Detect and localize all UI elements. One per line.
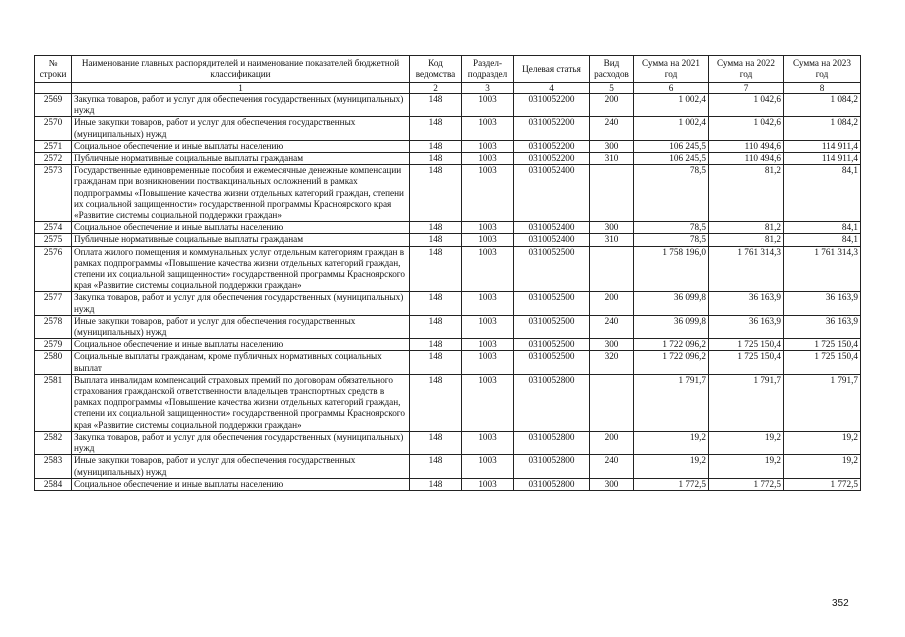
target-article-cell: 0310052500 <box>514 339 590 351</box>
name-cell: Закупка товаров, работ и услуг для обеспечения государственных (муниципальных) нужд <box>72 431 410 454</box>
table-row <box>35 165 861 222</box>
row-number-cell: 2572 <box>35 153 72 165</box>
table-row <box>35 339 861 351</box>
target-article-cell: 0310052800 <box>514 455 590 478</box>
row-number-cell: 2575 <box>35 234 72 246</box>
department-code-cell: 148 <box>410 478 462 490</box>
column-number: 5 <box>590 83 634 94</box>
target-article-cell: 0310052500 <box>514 292 590 315</box>
table-body <box>35 94 861 491</box>
section-cell: 1003 <box>462 153 514 165</box>
department-code-cell: 148 <box>410 153 462 165</box>
column-number: 4 <box>514 83 590 94</box>
table-row <box>35 153 861 165</box>
name-cell: Социальное обеспечение и иные выплаты населению <box>72 140 410 152</box>
section-cell: 1003 <box>462 222 514 234</box>
column-number: 2 <box>410 83 462 94</box>
name-cell: Социальное обеспечение и иные выплаты населению <box>72 222 410 234</box>
sum-2022-cell: 81,2 <box>709 165 784 222</box>
section-cell: 1003 <box>462 351 514 374</box>
row-number-cell: 2580 <box>35 351 72 374</box>
header-name: Наименование главных распорядителей и наименование показателей бюджетной классификации <box>72 56 410 83</box>
sum-2021-cell: 19,2 <box>634 431 709 454</box>
header-section: Раздел-подраздел <box>462 56 514 83</box>
sum-2023-cell: 1 772,5 <box>784 478 861 490</box>
department-code-cell: 148 <box>410 246 462 292</box>
sum-2023-cell: 1 084,2 <box>784 94 861 117</box>
department-code-cell: 148 <box>410 117 462 140</box>
section-cell: 1003 <box>462 246 514 292</box>
target-article-cell: 0310052200 <box>514 117 590 140</box>
name-cell: Государственные единовременные пособия и ежемесячные денежные компенсации гражданам при возникновении поствакцинальных осложнений в рамках подпрограммы «Повышение качества жизни отдельных категорий граждан, степени их социальной защищенности» государственной программы Красноярского края «Развитие системы социальной поддержки граждан» <box>72 165 410 222</box>
expense-type-cell <box>590 246 634 292</box>
expense-type-cell: 200 <box>590 94 634 117</box>
column-number: 3 <box>462 83 514 94</box>
sum-2023-cell: 1 725 150,4 <box>784 351 861 374</box>
table-row <box>35 234 861 246</box>
section-cell: 1003 <box>462 339 514 351</box>
header-row-number: № строки <box>35 56 72 83</box>
expense-type-cell <box>590 165 634 222</box>
sum-2021-cell: 78,5 <box>634 234 709 246</box>
section-cell: 1003 <box>462 315 514 338</box>
sum-2023-cell: 1 725 150,4 <box>784 339 861 351</box>
sum-2023-cell: 19,2 <box>784 431 861 454</box>
column-number <box>35 83 72 94</box>
expense-type-cell: 200 <box>590 431 634 454</box>
sum-2021-cell: 19,2 <box>634 455 709 478</box>
table-row <box>35 455 861 478</box>
sum-2021-cell: 78,5 <box>634 222 709 234</box>
section-cell: 1003 <box>462 165 514 222</box>
header-target-article: Целевая статья <box>514 56 590 83</box>
target-article-cell: 0310052800 <box>514 478 590 490</box>
column-number: 6 <box>634 83 709 94</box>
row-number-cell: 2584 <box>35 478 72 490</box>
sum-2022-cell: 1 042,6 <box>709 117 784 140</box>
target-article-cell: 0310052200 <box>514 153 590 165</box>
row-number-cell: 2576 <box>35 246 72 292</box>
sum-2022-cell: 1 761 314,3 <box>709 246 784 292</box>
department-code-cell: 148 <box>410 431 462 454</box>
table-row <box>35 140 861 152</box>
row-number-cell: 2570 <box>35 117 72 140</box>
section-cell: 1003 <box>462 140 514 152</box>
name-cell: Публичные нормативные социальные выплаты гражданам <box>72 153 410 165</box>
sum-2022-cell: 81,2 <box>709 222 784 234</box>
department-code-cell: 148 <box>410 374 462 431</box>
sum-2022-cell: 36 163,9 <box>709 315 784 338</box>
expense-type-cell: 240 <box>590 315 634 338</box>
sum-2021-cell: 36 099,8 <box>634 292 709 315</box>
target-article-cell: 0310052500 <box>514 315 590 338</box>
row-number-cell: 2583 <box>35 455 72 478</box>
department-code-cell: 148 <box>410 339 462 351</box>
target-article-cell: 0310052800 <box>514 374 590 431</box>
page-number: 352 <box>832 598 849 609</box>
column-number: 8 <box>784 83 861 94</box>
column-number: 7 <box>709 83 784 94</box>
sum-2021-cell: 106 245,5 <box>634 140 709 152</box>
name-cell: Социальное обеспечение и иные выплаты населению <box>72 339 410 351</box>
row-number-cell: 2578 <box>35 315 72 338</box>
column-number: 1 <box>72 83 410 94</box>
table-row <box>35 478 861 490</box>
sum-2022-cell: 1 042,6 <box>709 94 784 117</box>
sum-2022-cell: 1 725 150,4 <box>709 351 784 374</box>
expense-type-cell: 240 <box>590 455 634 478</box>
department-code-cell: 148 <box>410 165 462 222</box>
header-code: Код ведомства <box>410 56 462 83</box>
sum-2023-cell: 36 163,9 <box>784 315 861 338</box>
table-row <box>35 431 861 454</box>
name-cell: Социальное обеспечение и иные выплаты населению <box>72 478 410 490</box>
expense-type-cell: 240 <box>590 117 634 140</box>
table-row <box>35 374 861 431</box>
target-article-cell: 0310052400 <box>514 234 590 246</box>
sum-2023-cell: 19,2 <box>784 455 861 478</box>
table-row <box>35 292 861 315</box>
expense-type-cell: 200 <box>590 292 634 315</box>
sum-2022-cell: 1 725 150,4 <box>709 339 784 351</box>
row-number-cell: 2579 <box>35 339 72 351</box>
header-sum-2022: Сумма на 2022 год <box>709 56 784 83</box>
department-code-cell: 148 <box>410 351 462 374</box>
sum-2022-cell: 1 772,5 <box>709 478 784 490</box>
section-cell: 1003 <box>462 117 514 140</box>
header-sum-2021: Сумма на 2021 год <box>634 56 709 83</box>
budget-table <box>34 55 861 491</box>
sum-2021-cell: 106 245,5 <box>634 153 709 165</box>
sum-2021-cell: 1 722 096,2 <box>634 351 709 374</box>
sum-2023-cell: 1 084,2 <box>784 117 861 140</box>
sum-2021-cell: 1 772,5 <box>634 478 709 490</box>
expense-type-cell: 300 <box>590 478 634 490</box>
table-row <box>35 246 861 292</box>
section-cell: 1003 <box>462 94 514 117</box>
row-number-cell: 2574 <box>35 222 72 234</box>
header-sum-2023: Сумма на 2023 год <box>784 56 861 83</box>
sum-2021-cell: 1 722 096,2 <box>634 339 709 351</box>
department-code-cell: 148 <box>410 455 462 478</box>
sum-2022-cell: 110 494,6 <box>709 153 784 165</box>
row-number-cell: 2569 <box>35 94 72 117</box>
name-cell: Закупка товаров, работ и услуг для обеспечения государственных (муниципальных) нужд <box>72 292 410 315</box>
table-row <box>35 117 861 140</box>
sum-2023-cell: 114 911,4 <box>784 153 861 165</box>
sum-2022-cell: 19,2 <box>709 431 784 454</box>
target-article-cell: 0310052400 <box>514 222 590 234</box>
department-code-cell: 148 <box>410 292 462 315</box>
sum-2022-cell: 36 163,9 <box>709 292 784 315</box>
sum-2021-cell: 78,5 <box>634 165 709 222</box>
row-number-cell: 2571 <box>35 140 72 152</box>
target-article-cell: 0310052200 <box>514 94 590 117</box>
name-cell: Закупка товаров, работ и услуг для обеспечения государственных (муниципальных) нужд <box>72 94 410 117</box>
name-cell: Публичные нормативные социальные выплаты гражданам <box>72 234 410 246</box>
row-number-cell: 2582 <box>35 431 72 454</box>
sum-2021-cell: 36 099,8 <box>634 315 709 338</box>
sum-2023-cell: 84,1 <box>784 165 861 222</box>
target-article-cell: 0310052500 <box>514 246 590 292</box>
name-cell: Социальные выплаты гражданам, кроме публичных нормативных социальных выплат <box>72 351 410 374</box>
sum-2021-cell: 1 002,4 <box>634 117 709 140</box>
name-cell: Оплата жилого помещения и коммунальных услуг отдельным категориям граждан в рамках подпрограммы «Повышение качества жизни отдельных категорий граждан, степени их социальной защищенности» государственной программы Красноярского края «Развитие системы социальной поддержки граждан» <box>72 246 410 292</box>
sum-2021-cell: 1 791,7 <box>634 374 709 431</box>
sum-2023-cell: 1 761 314,3 <box>784 246 861 292</box>
target-article-cell: 0310052400 <box>514 165 590 222</box>
sum-2023-cell: 84,1 <box>784 222 861 234</box>
sum-2022-cell: 1 791,7 <box>709 374 784 431</box>
sum-2023-cell: 84,1 <box>784 234 861 246</box>
header-expense-type: Вид расходов <box>590 56 634 83</box>
department-code-cell: 148 <box>410 222 462 234</box>
section-cell: 1003 <box>462 374 514 431</box>
row-number-cell: 2573 <box>35 165 72 222</box>
department-code-cell: 148 <box>410 234 462 246</box>
name-cell: Выплата инвалидам компенсаций страховых премий по договорам обязательного страхования гражданской ответственности владельцев транспортных средств в рамках подпрограммы «Повышение качества жизни отдельных категорий граждан, степени их социальной защищенности» государственной программы Красноярского края «Развитие системы социальной поддержки граждан» <box>72 374 410 431</box>
section-cell: 1003 <box>462 478 514 490</box>
department-code-cell: 148 <box>410 140 462 152</box>
sum-2023-cell: 1 791,7 <box>784 374 861 431</box>
expense-type-cell: 320 <box>590 351 634 374</box>
sum-2022-cell: 110 494,6 <box>709 140 784 152</box>
row-number-cell: 2577 <box>35 292 72 315</box>
table-row <box>35 222 861 234</box>
table-row <box>35 351 861 374</box>
department-code-cell: 148 <box>410 315 462 338</box>
expense-type-cell: 300 <box>590 222 634 234</box>
section-cell: 1003 <box>462 234 514 246</box>
sum-2022-cell: 19,2 <box>709 455 784 478</box>
department-code-cell: 148 <box>410 94 462 117</box>
section-cell: 1003 <box>462 431 514 454</box>
section-cell: 1003 <box>462 292 514 315</box>
sum-2021-cell: 1 758 196,0 <box>634 246 709 292</box>
name-cell: Иные закупки товаров, работ и услуг для обеспечения государственных (муниципальных) нужд <box>72 315 410 338</box>
expense-type-cell: 310 <box>590 153 634 165</box>
expense-type-cell <box>590 374 634 431</box>
expense-type-cell: 300 <box>590 140 634 152</box>
name-cell: Иные закупки товаров, работ и услуг для обеспечения государственных (муниципальных) нужд <box>72 455 410 478</box>
sum-2023-cell: 114 911,4 <box>784 140 861 152</box>
sum-2022-cell: 81,2 <box>709 234 784 246</box>
table-row <box>35 94 861 117</box>
table-row <box>35 315 861 338</box>
target-article-cell: 0310052500 <box>514 351 590 374</box>
table-header <box>35 56 861 94</box>
expense-type-cell: 310 <box>590 234 634 246</box>
target-article-cell: 0310052200 <box>514 140 590 152</box>
target-article-cell: 0310052800 <box>514 431 590 454</box>
section-cell: 1003 <box>462 455 514 478</box>
expense-type-cell: 300 <box>590 339 634 351</box>
row-number-cell: 2581 <box>35 374 72 431</box>
name-cell: Иные закупки товаров, работ и услуг для обеспечения государственных (муниципальных) нужд <box>72 117 410 140</box>
sum-2021-cell: 1 002,4 <box>634 94 709 117</box>
sum-2023-cell: 36 163,9 <box>784 292 861 315</box>
